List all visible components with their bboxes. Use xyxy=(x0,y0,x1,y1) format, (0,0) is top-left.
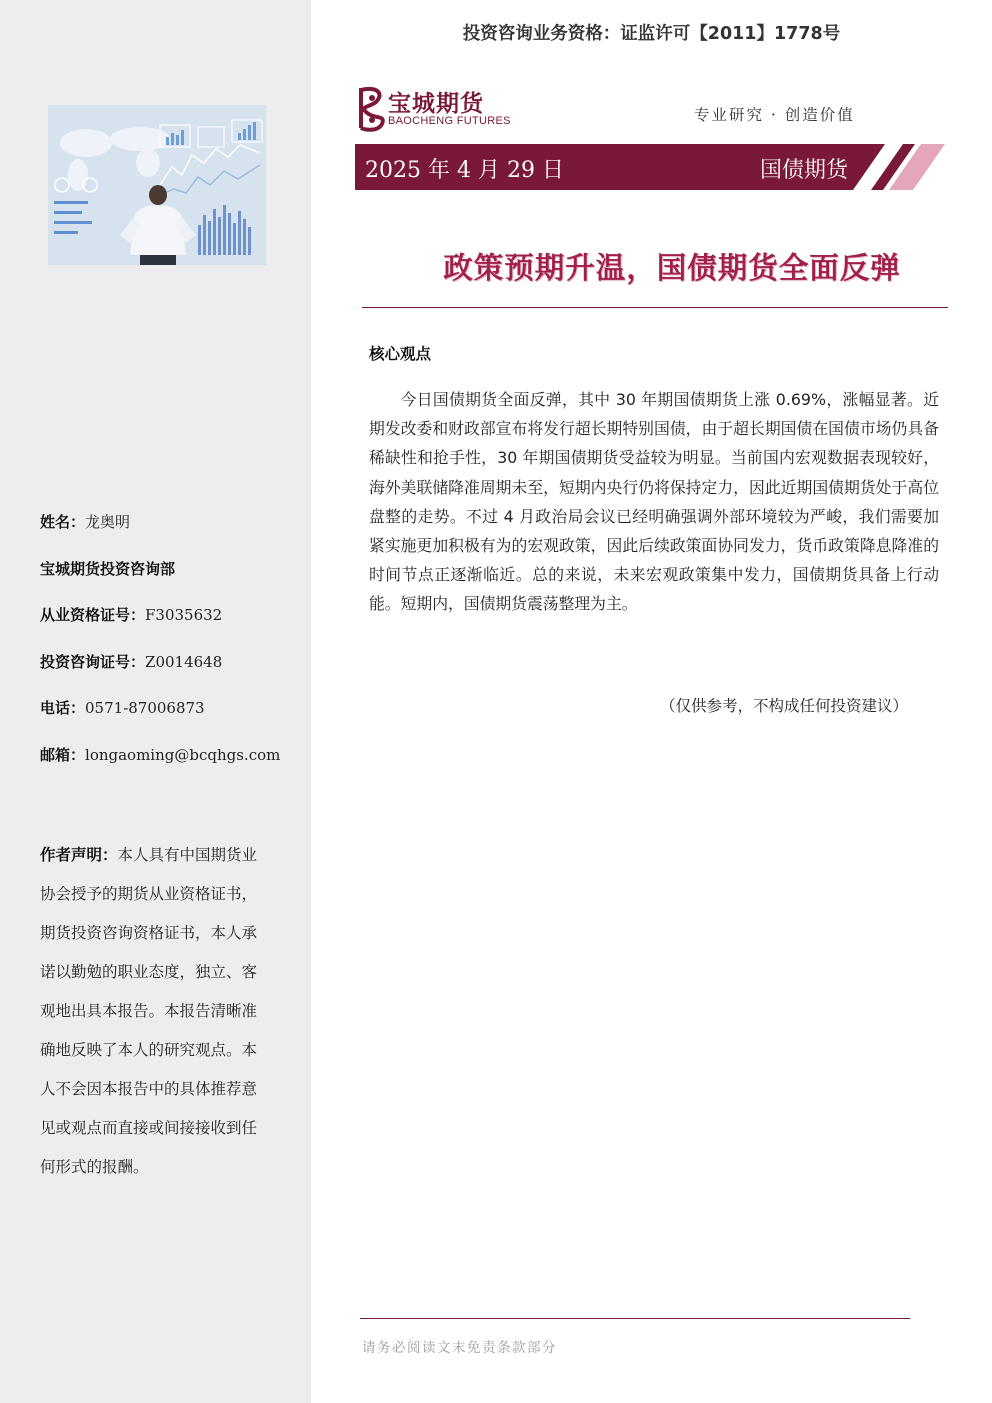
license-line: 投资咨询业务资格：证监许可【2011】1778号 xyxy=(462,24,841,44)
report-date: 2025 年 4 月 29 日 xyxy=(365,158,564,183)
department-name: 宝城期货投资咨询部 xyxy=(40,559,176,578)
analyst-name-row xyxy=(40,508,300,555)
consult-number: Z0014648 xyxy=(145,652,223,671)
report-title: 政策预期升温，国债期货全面反弹 xyxy=(443,251,901,285)
footer-divider xyxy=(360,1318,910,1319)
disclaimer: （仅供参考，不构成任何投资建议） xyxy=(660,697,909,715)
company-logo xyxy=(356,84,526,134)
phone-number: 0571-87006873 xyxy=(85,699,205,717)
title-divider xyxy=(362,307,948,308)
hero-image xyxy=(48,105,266,265)
phone-row xyxy=(40,694,300,741)
qualification-label: 从业资格证号： xyxy=(40,606,146,624)
analyst-name: 龙奥明 xyxy=(85,513,131,531)
email-address[interactable]: longaoming@bcqhgs.com xyxy=(85,745,281,764)
report-category: 国债期货 xyxy=(760,158,849,183)
core-view-body: 今日国债期货全面反弹，其中 30 年期国债期货上涨 0.69%，涨幅显著。近期发改委和财政部宣布将发行超长期特别国债，由于超长期国债在国债市场仍具备稀缺性和抢手性，30 年期国债期货受益较为明显。当前国内宏观数据表现较好，海外美联储降准周期未至，短期内央行仍将保持定力，因此近期国债期货处于高位盘整的走势。不过 4 月政治局会议已经明确强调外部环境较为严峻，我们需要加紧实施更加积极有为的宏观政策，因此后续政策面协同发力，货币政策降息降准的时间节点正逐渐临近。总的来说，未来宏观政策集中发力，国债期货具备上行动能。短期内，国债期货震荡整理为主。 xyxy=(369,390,939,614)
email-row xyxy=(40,741,300,788)
slogan: 专业研究 · 创造价值 xyxy=(694,106,855,124)
logo-name-cn: 宝城期货 xyxy=(388,90,484,117)
analyst-contact-block xyxy=(40,508,300,787)
consult-label: 投资咨询证号： xyxy=(40,652,146,671)
name-label: 姓名： xyxy=(40,513,86,531)
author-declaration xyxy=(40,836,272,1187)
email-label: 邮箱： xyxy=(40,745,86,764)
declaration-text: 本人具有中国期货业协会授予的期货从业资格证书，期货投资咨询资格证书，本人承诺以勤勉的职业态度，独立、客观地出具本报告。本报告清晰准确地反映了本人的研究观点。本人不会因本报告中的具体推荐意见或观点而直接或间接接收到任何形式的报酬。 xyxy=(40,846,258,1176)
baocheng-logo-icon xyxy=(356,84,388,132)
footer-note: 请务必阅读文末免责条款部分 xyxy=(362,1340,557,1356)
core-view-heading: 核心观点 xyxy=(369,345,432,363)
qualification-row xyxy=(40,601,300,648)
date-banner xyxy=(355,144,945,190)
qualification-number: F3035632 xyxy=(145,606,223,624)
consult-row xyxy=(40,648,300,695)
logo-name-en: BAOCHENG FUTURES xyxy=(388,115,511,127)
department-row xyxy=(40,555,300,602)
declaration-label: 作者声明： xyxy=(40,846,118,864)
phone-label: 电话： xyxy=(40,699,86,717)
business-chart-illustration xyxy=(48,105,266,265)
